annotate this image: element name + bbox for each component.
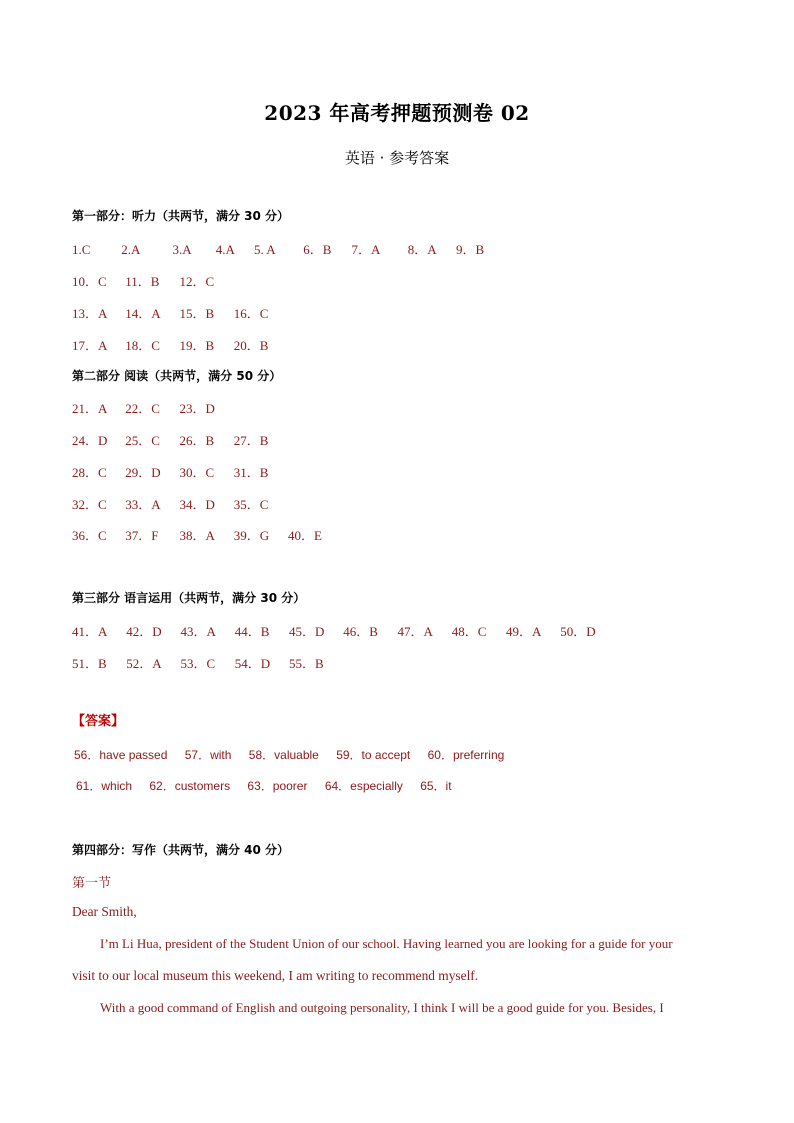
page-subtitle: 英语 · 参考答案: [344, 149, 450, 167]
answer-item: 22．C: [125, 401, 160, 416]
answer-item: 18．C: [125, 338, 160, 353]
answer-item: 36．C: [72, 528, 107, 543]
answer-item: 21．A: [72, 401, 108, 416]
answer-item: 54．D: [234, 656, 271, 671]
answer-item: 6．B: [303, 242, 332, 257]
answer-item: 8．A: [407, 242, 437, 257]
part1-row-3: [72, 303, 268, 322]
answer-item: 40．E: [288, 528, 322, 543]
answers-heading: 【答案】: [72, 714, 125, 729]
answer-item: 58．valuable: [248, 748, 319, 762]
letter-line: visit to our local museum this weekend, I am writing to recommend myself.: [72, 968, 479, 983]
answer-item: 61．which: [76, 779, 133, 793]
answer-item: 17．A: [72, 338, 108, 353]
part3-heading: 第三部分 语言运用（共两节，满分 30 分）: [72, 591, 306, 605]
answer-item: 2.A: [121, 242, 141, 257]
answer-item: 63．poorer: [247, 779, 308, 793]
part2-row-5: [72, 525, 322, 544]
part1-row-2: [72, 271, 214, 290]
answer-item: 25．C: [125, 433, 160, 448]
part2-heading: 第二部分 阅读（共两节，满分 50 分）: [72, 369, 282, 383]
answer-item: 7．A: [351, 242, 381, 257]
part1-row-1: [72, 239, 484, 258]
answer-item: 50．D: [560, 624, 596, 639]
answer-item: 9．B: [456, 242, 485, 257]
answer-item: 51．B: [72, 656, 107, 671]
answer-item: 10．C: [72, 274, 107, 289]
page-title: 2023 年高考押题预测卷 02: [264, 101, 530, 125]
answer-item: 60．preferring: [427, 748, 505, 762]
answer-item: 26．B: [179, 433, 215, 448]
answer-item: 29．D: [125, 465, 161, 480]
answer-item: 35．C: [233, 497, 269, 512]
answer-item: 1.C: [72, 242, 91, 257]
answer-item: 39．G: [233, 528, 270, 543]
answer-item: 49．A: [506, 624, 542, 639]
answer-item: 62．customers: [149, 779, 231, 793]
answer-item: 56．have passed: [74, 748, 168, 762]
answer-item: 16．C: [233, 306, 269, 321]
answer-item: 32．C: [72, 497, 107, 512]
answer-item: 37．F: [125, 528, 159, 543]
answer-item: 13．A: [72, 306, 108, 321]
answer-item: 64．especially: [324, 779, 403, 793]
answer-item: 3.A: [172, 242, 192, 257]
answer-item: 43．A: [180, 624, 216, 639]
answer-item: 12．C: [179, 274, 215, 289]
letter-line: With a good command of English and outgoing personality, I think I will be a good guide for you. Besides, I: [100, 1000, 664, 1015]
letter-line: I’m Li Hua, president of the Student Union of our school. Having learned you are looking for a guide for your: [100, 936, 673, 951]
part2-row-2: [72, 430, 268, 449]
answer-item: 27．B: [233, 433, 269, 448]
answer-item: 65．it: [420, 779, 452, 793]
answer-item: 24．D: [72, 433, 108, 448]
answer-item: 42．D: [126, 624, 162, 639]
part2-row-1: [72, 398, 215, 417]
answer-item: 33．A: [125, 497, 161, 512]
answer-item: 23．D: [179, 401, 215, 416]
answer-item: 53．C: [180, 656, 216, 671]
answer-item: 4.A: [215, 242, 235, 257]
part1-heading: 第一部分：听力（共两节，满分 30 分）: [72, 209, 290, 223]
answer-item: 41．A: [72, 624, 108, 639]
answer-item: 19．B: [179, 338, 215, 353]
letter-greeting: Dear Smith,: [72, 904, 137, 919]
part2-row-4: [72, 494, 268, 513]
answer-item: 34．D: [179, 497, 215, 512]
answer-item: 11．B: [125, 274, 160, 289]
answer-item: 45．D: [289, 624, 325, 639]
answer-item: 14．A: [125, 306, 161, 321]
part2-row-3: [72, 462, 268, 481]
answer-item: 30．C: [179, 465, 215, 480]
answer-item: 48．C: [451, 624, 487, 639]
answer-item: 55．B: [289, 656, 324, 671]
fill-answers-row-2: [76, 777, 466, 794]
answer-item: 5. A: [254, 242, 276, 257]
answer-item: 52．A: [126, 656, 162, 671]
answer-item: 28．C: [72, 465, 107, 480]
fill-answers-row-1: [74, 746, 518, 763]
answer-item: 38．A: [179, 528, 215, 543]
answer-item: 31．B: [233, 465, 269, 480]
part1-row-4: [72, 335, 268, 354]
part4-heading: 第四部分：写作（共两节，满分 40 分）: [72, 843, 290, 857]
answer-item: 15．B: [179, 306, 215, 321]
answer-item: 47．A: [397, 624, 433, 639]
answer-item: 57．with: [184, 748, 232, 762]
answer-item: 44．B: [234, 624, 270, 639]
answer-item: 59．to accept: [336, 748, 411, 762]
answer-item: 46．B: [343, 624, 378, 639]
part3-row-1: [72, 621, 596, 640]
section-label: 第一节: [72, 876, 112, 891]
answer-item: 20．B: [233, 338, 269, 353]
part3-row-2: [72, 653, 324, 672]
